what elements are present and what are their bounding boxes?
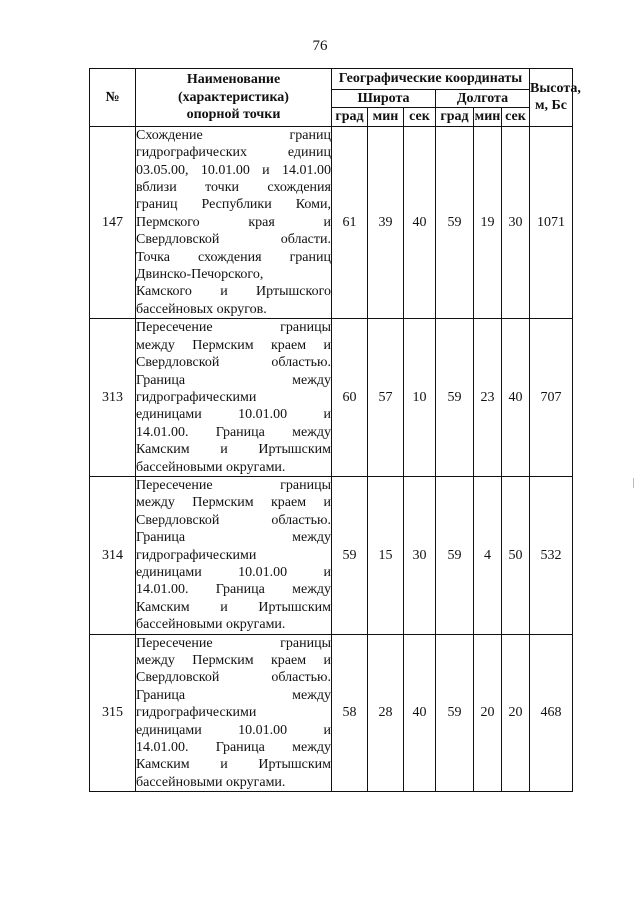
table-row — [90, 634, 573, 792]
description-line: Камского и Иртышского — [136, 284, 331, 300]
latitude-degrees: 59 — [332, 476, 368, 634]
description-line: Граница между — [136, 687, 331, 703]
header-unit-minutes: мин — [474, 109, 501, 125]
latitude-minutes: 28 — [368, 634, 404, 792]
description-line: Свердловской областью. — [136, 355, 331, 371]
description-line: гидрографическими — [136, 389, 257, 405]
description-line: Камским и Иртышским — [136, 757, 331, 773]
description-line: бассейновыми округами. — [136, 617, 286, 633]
longitude-seconds: 30 — [502, 126, 530, 318]
header-unit-seconds: сек — [404, 108, 436, 126]
height-value: 707 — [530, 319, 573, 477]
description-line: 03.05.00, 10.01.00 и 14.01.00 — [136, 162, 331, 178]
longitude-minutes: 19 — [474, 126, 502, 318]
latitude-minutes: 57 — [368, 319, 404, 477]
header-height-line: Высота, — [530, 81, 581, 96]
page-number: 76 — [312, 38, 328, 54]
longitude-seconds: 40 — [502, 319, 530, 477]
description-line: единицами 10.01.00 и — [136, 407, 331, 423]
latitude-degrees: 60 — [332, 319, 368, 477]
description-line: гидрографических единиц — [136, 145, 331, 161]
description-line: бассейновых округов. — [136, 301, 267, 317]
height-value: 1071 — [530, 126, 573, 318]
description-line: Пермского края и — [136, 214, 331, 230]
point-description — [136, 126, 332, 318]
description-line: Граница между — [136, 530, 331, 546]
description-line: 14.01.00. Граница между — [136, 740, 331, 756]
header-name-line: опорной точки — [186, 107, 281, 123]
table-row — [90, 476, 573, 634]
height-value: 468 — [530, 634, 573, 792]
latitude-degrees: 58 — [332, 634, 368, 792]
description-line: границ Республики Коми, — [136, 197, 331, 213]
latitude-seconds: 40 — [404, 126, 436, 318]
header-unit-minutes: мин — [368, 108, 404, 126]
description-line: единицами 10.01.00 и — [136, 564, 331, 580]
header-longitude: Долгота — [436, 90, 530, 108]
description-line: Свердловской областью. — [136, 670, 331, 686]
description-line: Пересечение границы — [136, 635, 331, 651]
latitude-minutes: 39 — [368, 126, 404, 318]
description-line: 14.01.00. Граница между — [136, 582, 331, 598]
latitude-seconds: 40 — [404, 634, 436, 792]
height-value: 532 — [530, 476, 573, 634]
header-latitude: Широта — [332, 90, 436, 108]
point-number: 314 — [90, 476, 136, 634]
description-line: Двинско-Печорского, — [136, 267, 264, 283]
description-line: единицами 10.01.00 и — [136, 722, 331, 738]
table-body — [90, 126, 573, 791]
header-height-line: м, Бс — [535, 98, 568, 114]
point-description — [136, 319, 332, 477]
table-header — [90, 69, 581, 127]
longitude-minutes: 23 — [474, 319, 502, 477]
longitude-minutes: 20 — [474, 634, 502, 792]
description-line: между Пермским краем и — [136, 337, 331, 353]
longitude-seconds: 50 — [502, 476, 530, 634]
description-line: Пересечение границы — [136, 477, 331, 493]
description-line: бассейновыми округами. — [136, 459, 286, 475]
point-number: 313 — [90, 319, 136, 477]
header-name-line: Наименование — [186, 72, 281, 88]
description-line: гидрографическими — [136, 705, 257, 721]
header-unit-degrees: град — [436, 108, 474, 126]
longitude-seconds: 20 — [502, 634, 530, 792]
scan-artifact — [633, 478, 634, 488]
header-unit-degrees: град — [332, 108, 368, 126]
description-line: гидрографическими — [136, 547, 257, 563]
point-number: 315 — [90, 634, 136, 792]
description-line: Схождение границ — [136, 127, 331, 143]
latitude-seconds: 30 — [404, 476, 436, 634]
description-line: Граница между — [136, 372, 331, 388]
header-unit-seconds: сек — [502, 108, 530, 126]
latitude-degrees: 61 — [332, 126, 368, 318]
description-line: между Пермским краем и — [136, 495, 331, 511]
description-line: вблизи точки схождения — [136, 180, 331, 196]
description-line: Пересечение границы — [136, 320, 331, 336]
longitude-degrees: 59 — [436, 126, 474, 318]
header-number: № — [90, 69, 136, 127]
latitude-seconds: 10 — [404, 319, 436, 477]
description-line: Свердловской области. — [136, 232, 331, 248]
description-line: между Пермским краем и — [136, 653, 331, 668]
header-name — [136, 69, 332, 127]
longitude-degrees: 59 — [436, 634, 474, 792]
header-geo-coordinates: Географические координаты — [332, 69, 530, 90]
description-line: 14.01.00. Граница между — [136, 424, 331, 440]
description-line: Камским и Иртышским — [136, 442, 331, 458]
description-line: Свердловской областью. — [136, 512, 331, 528]
point-description — [136, 476, 332, 634]
longitude-degrees: 59 — [436, 476, 474, 634]
header-name-line: (характеристика) — [178, 89, 289, 105]
point-number: 147 — [90, 126, 136, 318]
longitude-minutes: 4 — [474, 476, 502, 634]
latitude-minutes: 15 — [368, 476, 404, 634]
point-description — [136, 634, 332, 792]
description-line: бассейновыми округами. — [136, 774, 286, 790]
table-row — [90, 319, 573, 477]
reference-points-table — [89, 68, 581, 792]
description-line: Точка схождения границ — [136, 249, 331, 265]
table-row — [90, 126, 573, 318]
header-height — [530, 69, 581, 127]
longitude-degrees: 59 — [436, 319, 474, 477]
description-line: Камским и Иртышским — [136, 599, 331, 615]
